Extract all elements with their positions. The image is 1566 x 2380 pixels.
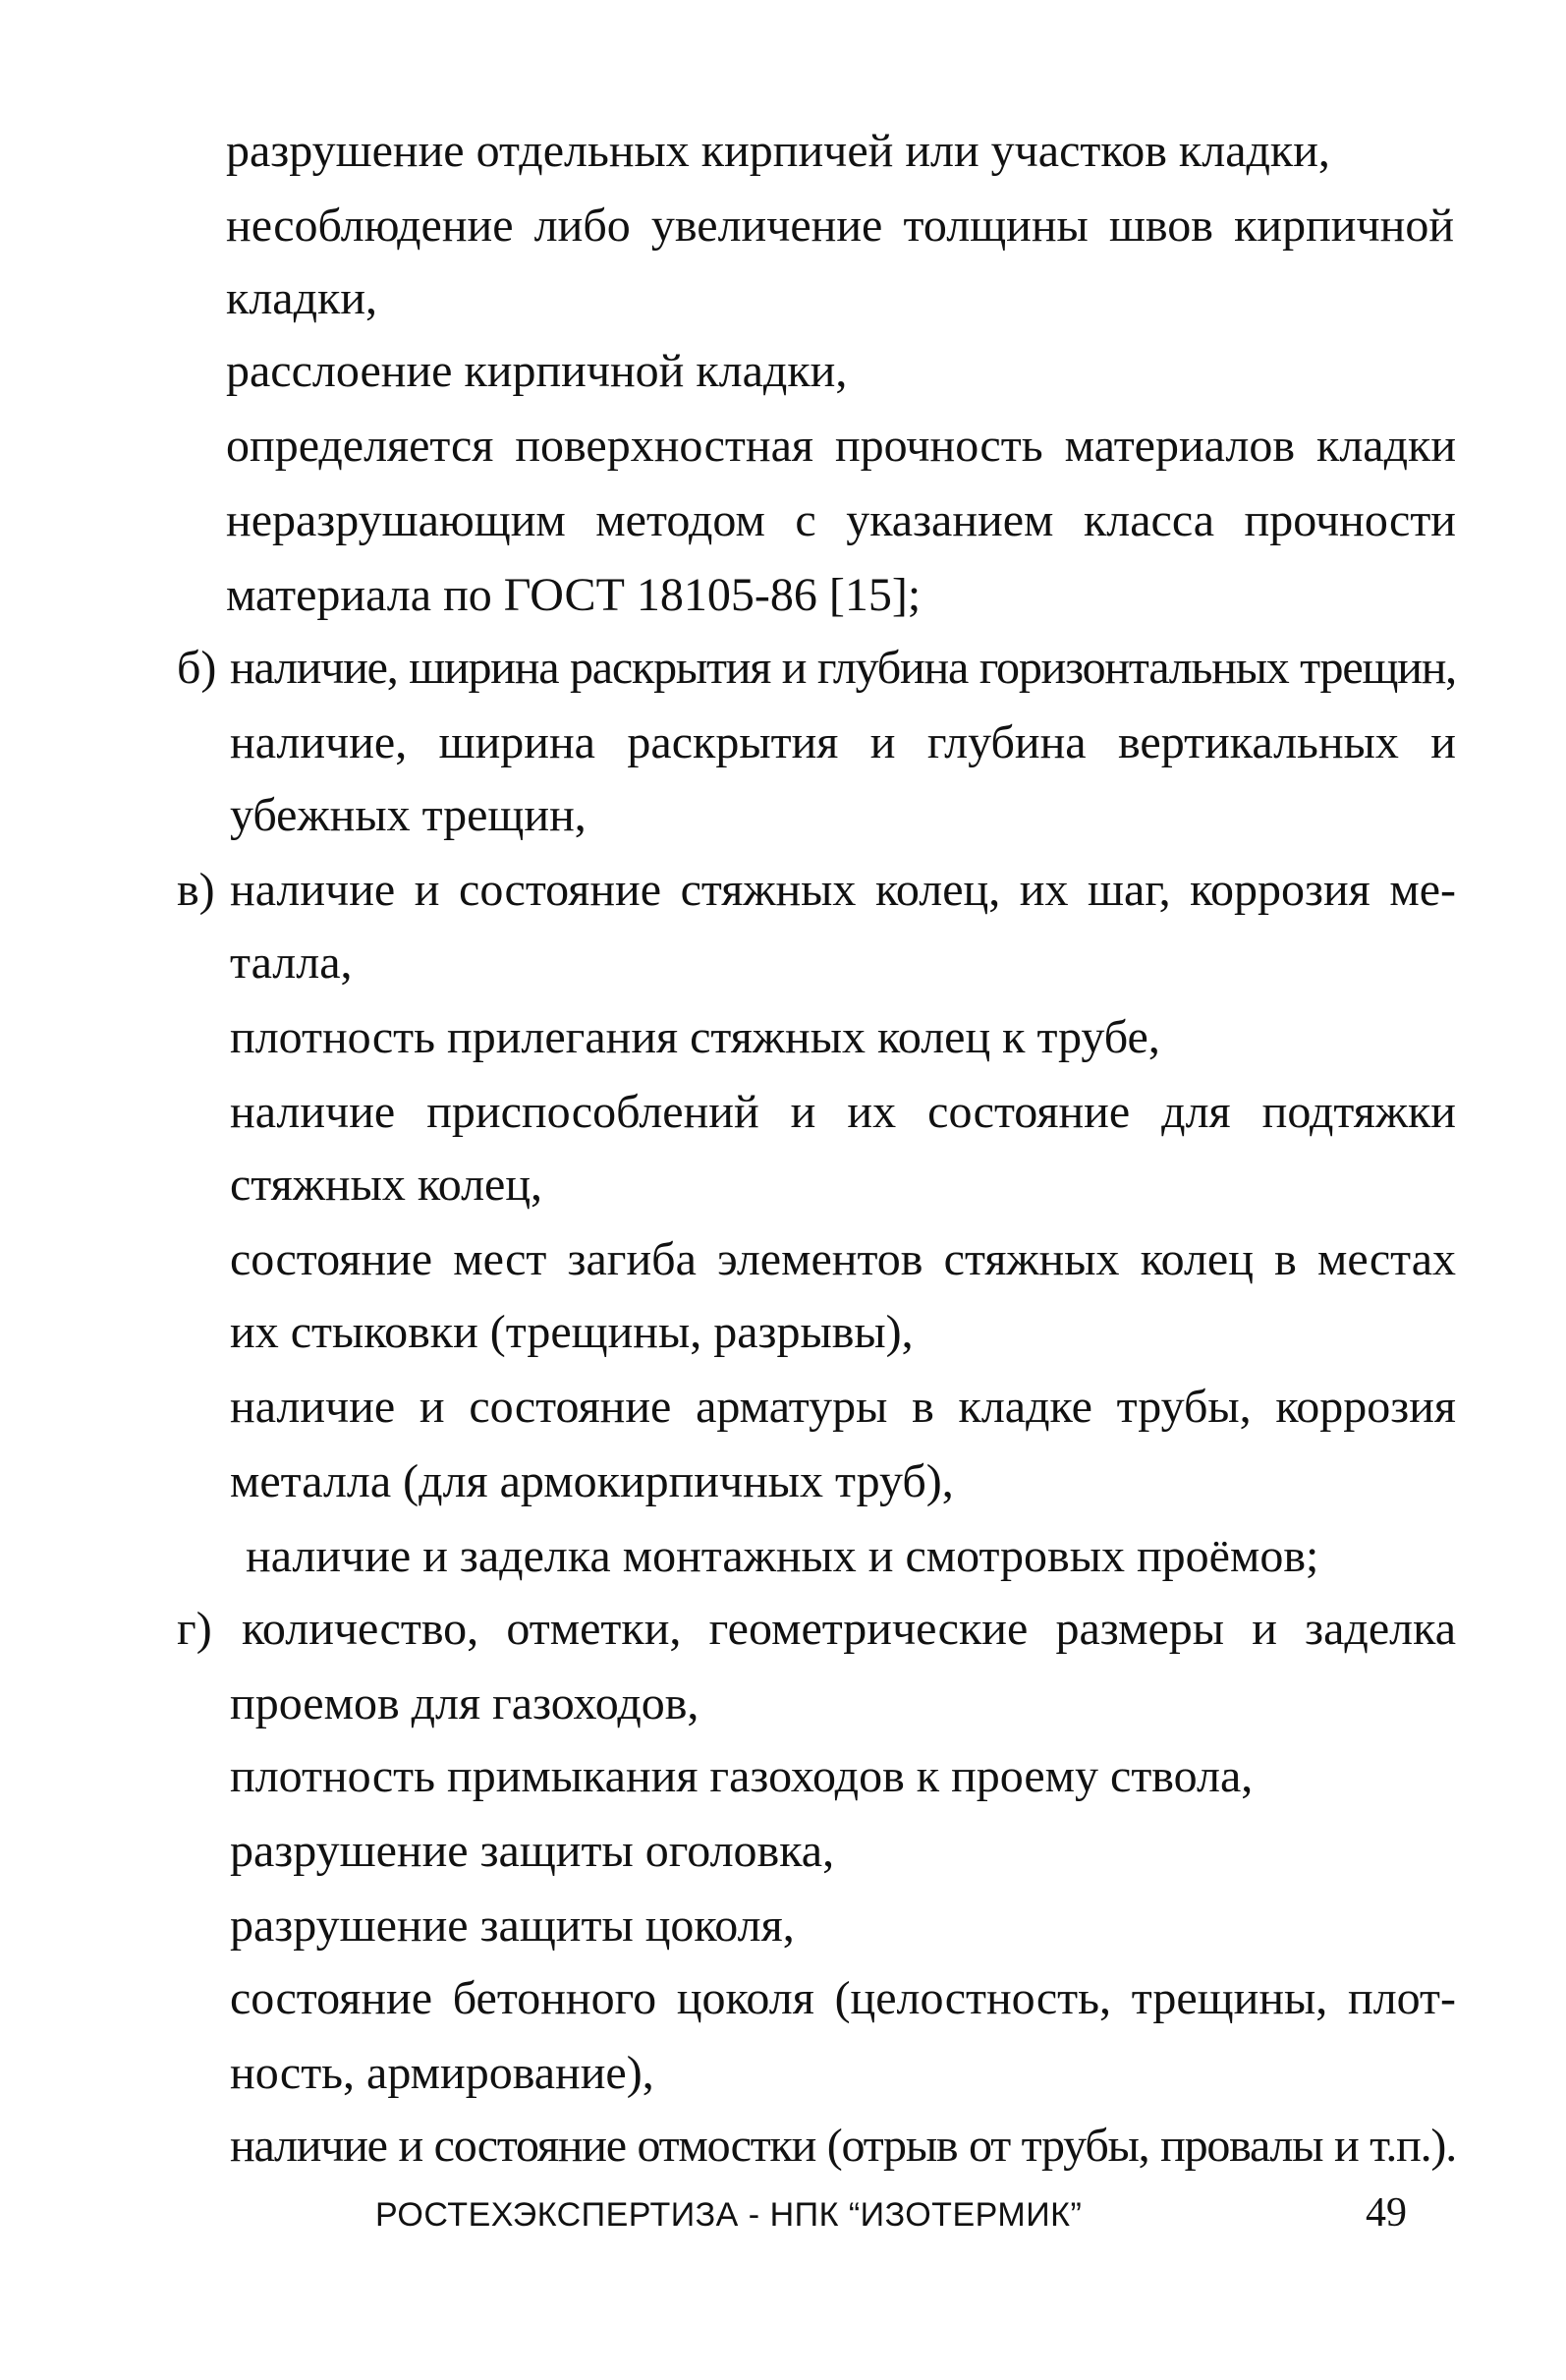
text-line-15: стяжных колец, bbox=[230, 1159, 543, 1211]
text-line-12: талла, bbox=[230, 936, 353, 989]
text-line-21: количество, отметки, геометрические размеры и заделка bbox=[242, 1603, 1456, 1655]
text-line-25: разрушение защиты цоколя, bbox=[230, 1899, 795, 1952]
text-line-17: их стыковки (трещины, разрывы), bbox=[230, 1306, 914, 1358]
text-line-13: плотность прилегания стяжных колец к трубе, bbox=[230, 1011, 1160, 1063]
text-line-26: состояние бетонного цоколя (целостность, трещины, плот- bbox=[230, 1972, 1456, 2024]
text-line-1: разрушение отдельных кирпичей или участков кладки, bbox=[226, 125, 1330, 177]
text-line-2: несоблюдение либо увеличение толщины швов кирпичной bbox=[226, 199, 1454, 252]
text-line-9: наличие, ширина раскрытия и глубина вертикальных и bbox=[230, 716, 1456, 768]
page-number: 49 bbox=[1366, 2190, 1407, 2236]
text-line-5: определяется поверхностная прочность материалов кладки bbox=[226, 420, 1456, 472]
text-line-27: ность, армирование), bbox=[230, 2047, 654, 2099]
text-line-8: наличие, ширина раскрытия и глубина горизонтальных трещин, bbox=[230, 642, 1456, 694]
text-line-14: наличие приспособлений и их состояние для подтяжки bbox=[230, 1086, 1456, 1138]
text-line-28: наличие и состояние отмостки (отрыв от трубы, провалы и т.п.). bbox=[230, 2120, 1456, 2172]
text-line-3: кладки, bbox=[226, 272, 378, 324]
text-line-20: наличие и заделка монтажных и смотровых проёмов; bbox=[246, 1530, 1319, 1582]
text-line-22: проемов для газоходов, bbox=[230, 1677, 699, 1729]
text-line-11: наличие и состояние стяжных колец, их шаг, коррозия ме- bbox=[230, 864, 1456, 916]
text-line-10: убежных трещин, bbox=[230, 789, 587, 841]
text-line-7: материала по ГОСТ 18105-86 [15]; bbox=[226, 569, 922, 621]
page-footer: РОСТЕХЭКСПЕРТИЗА - НПК “ИЗОТЕРМИК” bbox=[375, 2196, 1083, 2234]
text-line-4: расслоение кирпичной кладки, bbox=[226, 345, 848, 397]
list-marker-g: г) bbox=[177, 1603, 212, 1655]
list-marker-v: в) bbox=[177, 864, 215, 916]
text-line-23: плотность примыкания газоходов к проему ствола, bbox=[230, 1750, 1254, 1802]
text-line-18: наличие и состояние арматуры в кладке трубы, коррозия bbox=[230, 1381, 1456, 1433]
text-line-16: состояние мест загиба элементов стяжных колец в местах bbox=[230, 1233, 1456, 1285]
text-line-24: разрушение защиты оголовка, bbox=[230, 1825, 835, 1877]
text-line-6: неразрушающим методом с указанием класса прочности bbox=[226, 494, 1456, 546]
list-marker-b: б) bbox=[177, 642, 217, 694]
text-line-19: металла (для армокирпичных труб), bbox=[230, 1455, 954, 1507]
